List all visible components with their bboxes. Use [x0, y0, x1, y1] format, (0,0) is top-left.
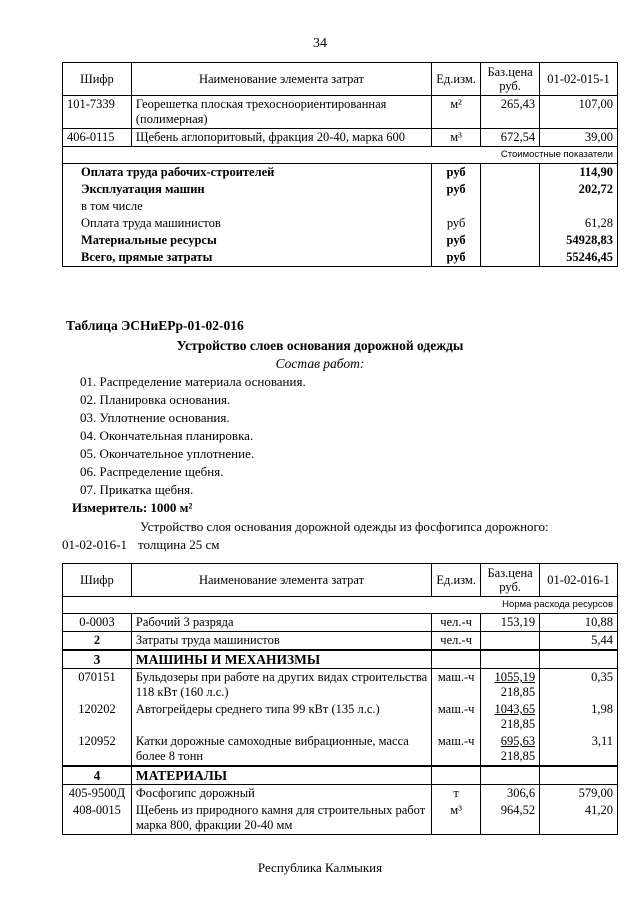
row-unit: м³ [432, 802, 481, 835]
cost-row [63, 215, 618, 232]
row-value: 107,00 [540, 96, 618, 129]
row-unit: маш.-ч [432, 733, 481, 766]
row-unit: маш.-ч [432, 701, 481, 733]
table-row [63, 785, 618, 803]
row-price: 1043,65 [494, 702, 536, 716]
group-name: МАШИНЫ И МЕХАНИЗМЫ [131, 650, 431, 669]
row-price: 1055,19 [494, 670, 536, 684]
header-name: Наименование элемента затрат [131, 63, 431, 96]
header-name: Наименование элемента затрат [131, 564, 431, 597]
row-name: Щебень аглопоритовый, фракция 20-40, марка 600 [131, 129, 431, 147]
table-row [63, 802, 618, 835]
table-row [63, 96, 618, 129]
cost-row-name: Оплата труда машинистов [63, 215, 432, 232]
header-column-code: 01-02-015-1 [540, 63, 618, 96]
row-unit: м³ [432, 129, 481, 147]
row-value: 579,00 [540, 785, 618, 803]
work-item: 01. Распределение материала основания. [80, 374, 306, 389]
row-code: 070151 [63, 669, 132, 702]
cost-row [63, 164, 618, 182]
page-number: 34 [313, 36, 327, 51]
row-code: 405-9500Д [63, 785, 132, 803]
row-code: 2 [63, 632, 132, 651]
cost-row-name: Всего, прямые затраты [63, 249, 432, 267]
resource-table-016 [62, 563, 618, 835]
footer-region: Республика Калмыкия [257, 860, 383, 875]
row-code: 0-0003 [63, 614, 132, 632]
table-row [63, 733, 618, 766]
cost-row-unit: руб [432, 232, 481, 249]
cost-row-name: Оплата труда рабочих-строителей [63, 164, 432, 182]
work-item: 05. Окончательное уплотнение. [80, 446, 255, 461]
row-value: 39,00 [540, 129, 618, 147]
cost-row-name: Эксплуатация машин [63, 181, 432, 198]
row-unit: чел.-ч [432, 614, 481, 632]
row-value: 1,98 [540, 701, 618, 733]
header-code: Шифр [63, 63, 132, 96]
row-unit: т [432, 785, 481, 803]
row-value: 3,11 [540, 733, 618, 766]
work-item: 07. Прикатка щебня. [80, 482, 194, 497]
table-row [63, 701, 618, 733]
row-code: 406-0115 [63, 129, 132, 147]
row-name: Рабочий 3 разряда [131, 614, 431, 632]
work-item: 02. Планировка основания. [80, 392, 231, 407]
item-thickness: толщина 25 см [138, 537, 220, 552]
cost-row [63, 249, 618, 267]
row-unit: маш.-ч [432, 669, 481, 702]
cost-row-unit: руб [432, 249, 481, 267]
row-name: Щебень из природного камня для строительных работ марка 800, фракции 20-40 мм [131, 802, 431, 835]
row-value: 5,44 [540, 632, 618, 651]
table-label: Таблица ЭСНиЕРр-01-02-016 [66, 318, 244, 333]
item-code: 01-02-016-1 [62, 537, 127, 552]
cost-row-unit: руб [432, 164, 481, 182]
table-header [63, 564, 618, 597]
work-item: 03. Уплотнение основания. [80, 410, 230, 425]
cost-row [63, 181, 618, 198]
cost-row-value: 114,90 [540, 164, 618, 182]
row-price: 695,63 [500, 734, 536, 748]
header-column-code: 01-02-016-1 [540, 564, 618, 597]
header-code: Шифр [63, 564, 132, 597]
cost-row-unit: руб [432, 181, 481, 198]
cost-section-header: Стоимостные показатели [63, 147, 618, 164]
cost-row-value: 61,28 [540, 215, 618, 232]
cost-row-value: 202,72 [540, 181, 618, 198]
cost-table-015 [62, 62, 618, 267]
work-item: 06. Распределение щебня. [80, 464, 224, 479]
row-name: Бульдозеры при работе на других видах строительства 118 кВт (160 л.с.) [131, 669, 431, 702]
cost-row-value: 54928,83 [540, 232, 618, 249]
row-price-machinist: 218,85 [500, 749, 536, 763]
row-code: 101-7339 [63, 96, 132, 129]
row-name: Затраты труда машинистов [131, 632, 431, 651]
header-base-price: Баз.цена руб. [481, 564, 540, 597]
row-code: 408-0015 [63, 802, 132, 835]
table-row [63, 669, 618, 702]
row-unit: м² [432, 96, 481, 129]
row-code: 120202 [63, 701, 132, 733]
group-code: 4 [63, 766, 132, 785]
row-price-machinist: 218,85 [500, 717, 536, 731]
cost-row-value: 55246,45 [540, 249, 618, 267]
cost-row [63, 232, 618, 249]
row-price: 306,6 [481, 785, 540, 803]
row-name: Фосфогипс дорожный [131, 785, 431, 803]
cost-row [63, 198, 618, 215]
norm-section-header: Норма расхода ресурсов [63, 597, 618, 614]
table-row [63, 632, 618, 651]
table-header [63, 63, 618, 96]
work-item: 04. Окончательная планировка. [80, 428, 254, 443]
row-value: 10,88 [540, 614, 618, 632]
table-row [63, 614, 618, 632]
cost-row-name: Материальные ресурсы [63, 232, 432, 249]
header-base-price: Баз.цена руб. [481, 63, 540, 96]
group-code: 3 [63, 650, 132, 669]
row-price: 153,19 [481, 614, 540, 632]
row-price-machinist: 218,85 [500, 685, 536, 699]
header-unit: Ед.изм. [432, 63, 481, 96]
row-code: 120952 [63, 733, 132, 766]
group-name: МАТЕРИАЛЫ [131, 766, 431, 785]
row-price: 672,54 [481, 129, 540, 147]
cost-row-name: в том числе [63, 198, 432, 215]
row-price: 964,52 [481, 802, 540, 835]
measure: Измеритель: 1000 м² [72, 500, 193, 515]
row-unit: чел.-ч [432, 632, 481, 651]
cost-row-unit: руб [432, 215, 481, 232]
row-value: 0,35 [540, 669, 618, 702]
row-name: Катки дорожные самоходные вибрационные, масса более 8 тонн [131, 733, 431, 766]
group-row [63, 650, 618, 669]
table-row [63, 129, 618, 147]
row-name: Автогрейдеры среднего типа 99 кВт (135 л.с.) [131, 701, 431, 733]
section-title: Устройство слоев основания дорожной одежды [176, 338, 464, 353]
row-name: Георешетка плоская трехосноориентированная (полимерная) [131, 96, 431, 129]
row-price: 265,43 [481, 96, 540, 129]
row-value: 41,20 [540, 802, 618, 835]
item-description: Устройство слоя основания дорожной одежды из фосфогипса дорожного: [140, 519, 549, 534]
group-row [63, 766, 618, 785]
works-title: Состав работ: [275, 356, 365, 371]
header-unit: Ед.изм. [432, 564, 481, 597]
